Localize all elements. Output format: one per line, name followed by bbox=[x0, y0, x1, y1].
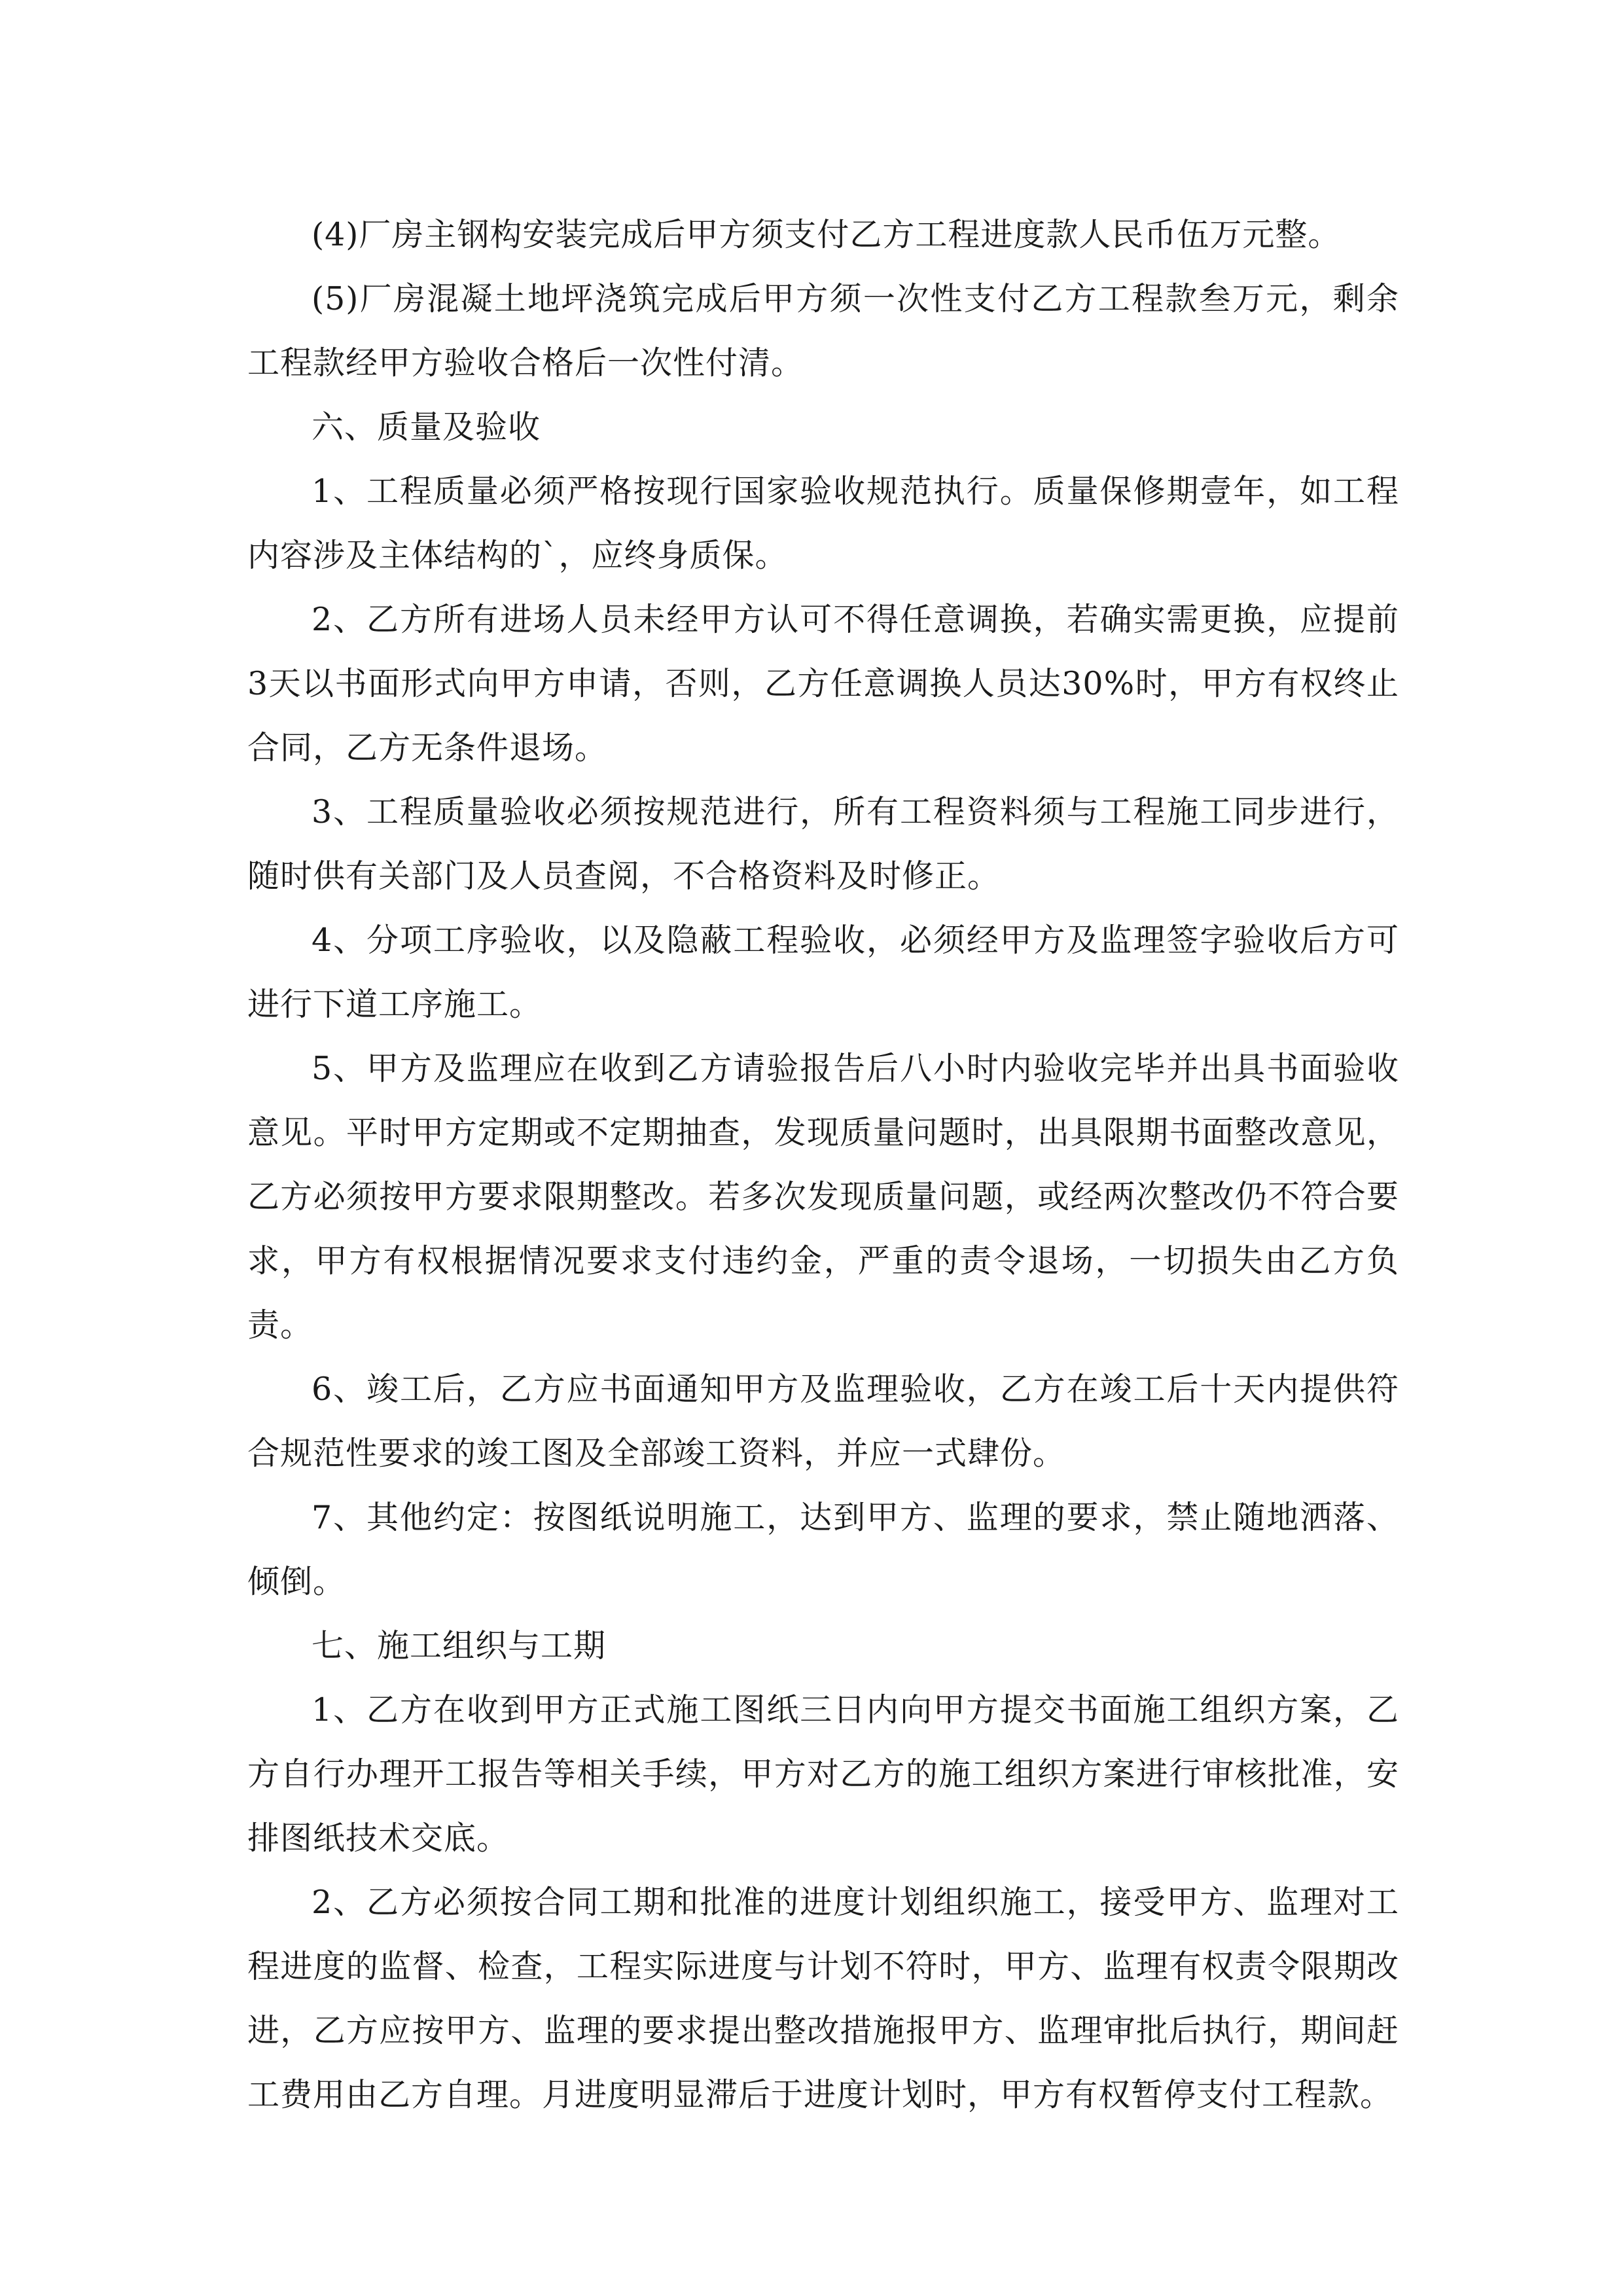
quality-clause-6: 6、竣工后，乙方应书面通知甲方及监理验收，乙方在竣工后十天内提供符合规范性要求的竣工图及全部竣工资料，并应一式肆份。 bbox=[247, 1371, 1399, 1472]
construction-clause-1: 1、乙方在收到甲方正式施工图纸三日内向甲方提交书面施工组织方案，乙方自行办理开工报告等相关手续，甲方对乙方的施工组织方案进行审核批准，安排图纸技术交底。 bbox=[247, 1691, 1399, 1857]
payment-clause-4: (4)厂房主钢构安装完成后甲方须支付乙方工程进度款人民币伍万元整。 bbox=[312, 216, 1341, 253]
section-heading-construction: 七、施工组织与工期 bbox=[312, 1627, 607, 1664]
payment-clause-5: (5)厂房混凝土地坪浇筑完成后甲方须一次性支付乙方工程款叁万元，剩余工程款经甲方验收合格后一次性付清。 bbox=[247, 280, 1399, 382]
quality-clause-7: 7、其他约定：按图纸说明施工，达到甲方、监理的要求，禁止随地洒落、倾倒。 bbox=[247, 1499, 1399, 1600]
quality-clause-3: 3、工程质量验收必须按规范进行，所有工程资料须与工程施工同步进行，随时供有关部门及人员查阅，不合格资料及时修正。 bbox=[247, 793, 1399, 895]
section-heading-quality: 六、质量及验收 bbox=[312, 408, 541, 446]
quality-clause-1: 1、工程质量必须严格按现行国家验收规范执行。质量保修期壹年，如工程内容涉及主体结构的`，应终身质保。 bbox=[247, 473, 1399, 574]
quality-clause-5: 5、甲方及监理应在收到乙方请验报告后八小时内验收完毕并出具书面验收意见。平时甲方定期或不定期抽查，发现质量问题时，出具限期书面整改意见，乙方必须按甲方要求限期整改。若多次发现质量问题，或经两次整改仍不符合要求，甲方有权根据情况要求支付违约金，严重的责令退场，一切损失由乙方负责。 bbox=[247, 1050, 1399, 1344]
construction-clause-2: 2、乙方必须按合同工期和批准的进度计划组织施工，接受甲方、监理对工程进度的监督、检查，工程实际进度与计划不符时，甲方、监理有权责令限期改进，乙方应按甲方、监理的要求提出整改措施报甲方、监理审批后执行，期间赶工费用由乙方自理。月进度明显滞后于进度计划时，甲方有权暂停支付工程款。 bbox=[247, 1884, 1399, 2113]
document-body bbox=[247, 203, 1399, 2127]
quality-clause-2: 2、乙方所有进场人员未经甲方认可不得任意调换，若确实需更换，应提前3天以书面形式向甲方申请，否则，乙方任意调换人员达30%时，甲方有权终止合同，乙方无条件退场。 bbox=[247, 601, 1399, 766]
quality-clause-4: 4、分项工序验收，以及隐蔽工程验收，必须经甲方及监理签字验收后方可进行下道工序施工。 bbox=[247, 922, 1399, 1023]
